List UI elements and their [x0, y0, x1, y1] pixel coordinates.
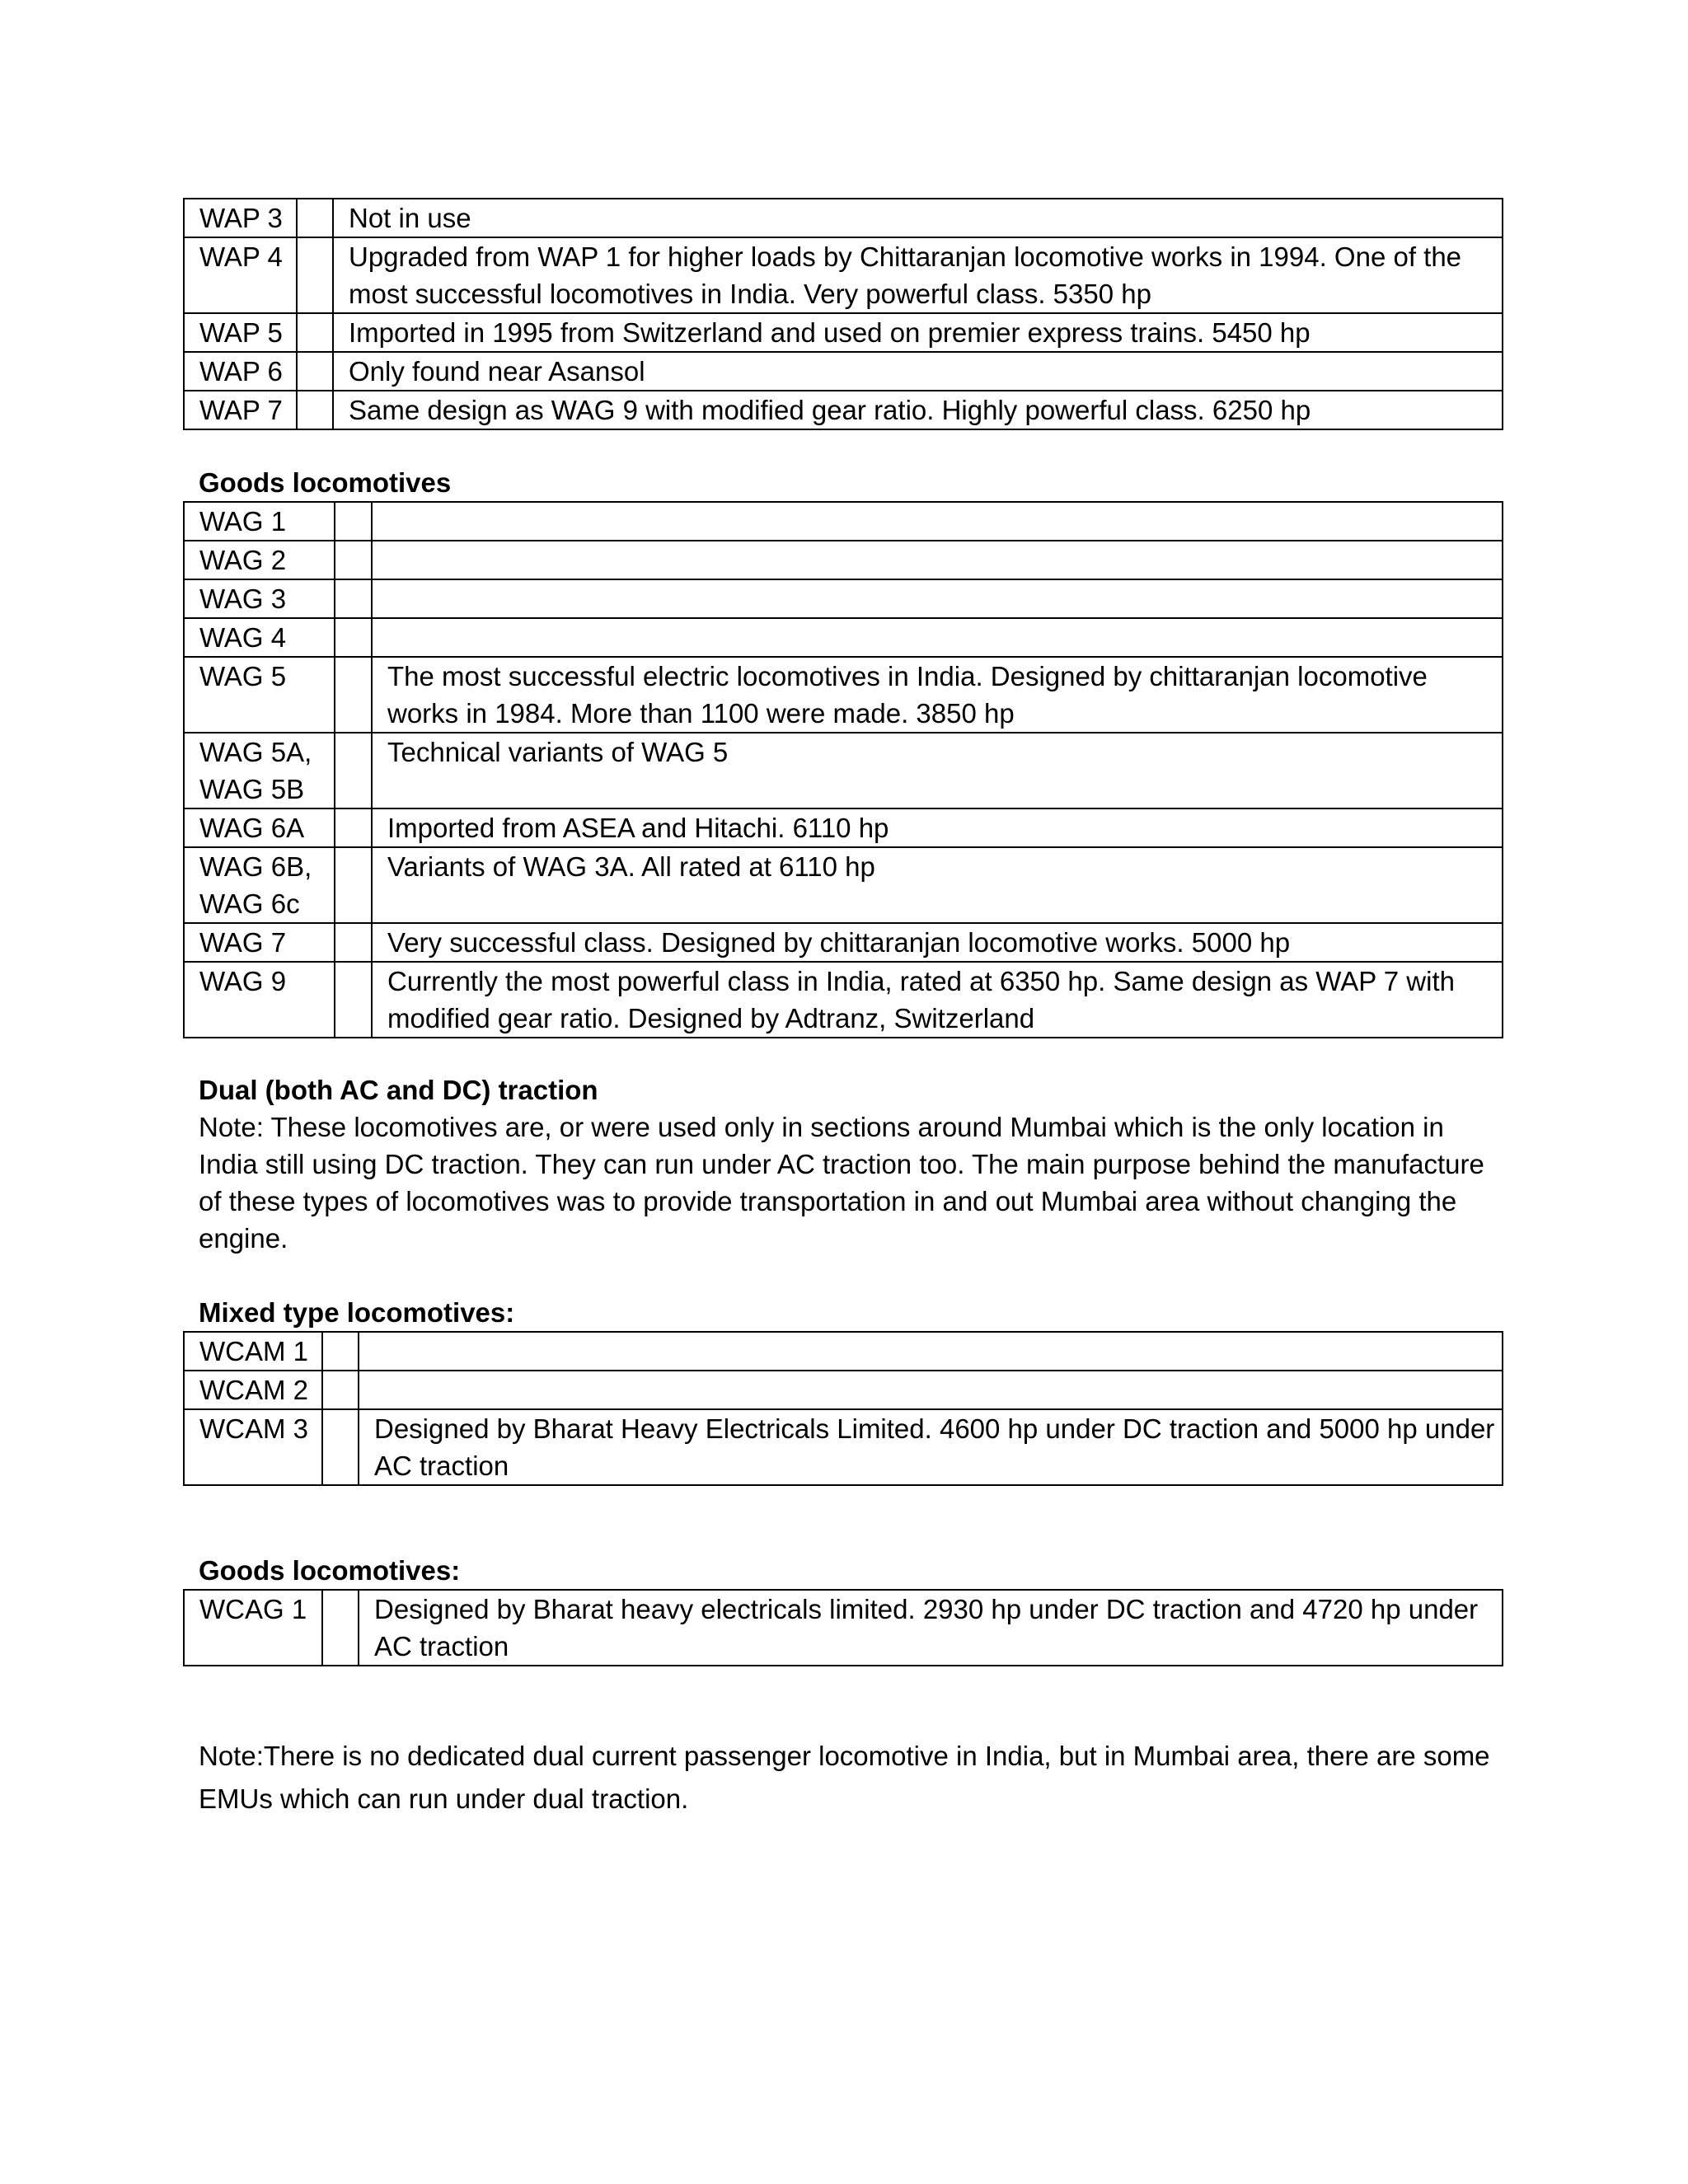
table-row [184, 579, 1503, 618]
spacer-cell [297, 352, 333, 391]
description-cell: Currently the most powerful class in India, rated at 6350 hp. Same design as WAP 7 with modified gear ratio. Designed by Adtranz, Switzerland [372, 962, 1503, 1038]
final-note: Note:There is no dedicated dual current passenger locomotive in India, but in Mumbai area, there are some EMUs which can run under dual traction. [199, 1741, 1490, 1814]
class-cell: WCAG 1 [184, 1590, 322, 1666]
spacer-cell [297, 313, 333, 352]
spacer-cell [322, 1409, 359, 1485]
description-cell: Imported in 1995 from Switzerland and used on premier express trains. 5450 hp [333, 313, 1503, 352]
table-row [184, 808, 1503, 847]
dual-goods-locomotives-heading: Goods locomotives: [199, 1555, 461, 1586]
description-cell: Technical variants of WAG 5 [372, 733, 1503, 808]
description-cell: Upgraded from WAP 1 for higher loads by Chittaranjan locomotive works in 1994. One of the most successful locomotives in India. Very powerful class. 5350 hp [333, 237, 1503, 313]
mixed-locomotives-heading: Mixed type locomotives: [199, 1297, 515, 1328]
table-row [184, 618, 1503, 657]
spacer-cell [335, 847, 372, 923]
class-cell: WAP 5 [184, 313, 297, 352]
class-cell: WAG 3 [184, 579, 335, 618]
dual-traction-heading: Dual (both AC and DC) traction [199, 1075, 598, 1105]
description-cell [359, 1371, 1503, 1409]
table-row [184, 657, 1503, 733]
spacer-cell [335, 733, 372, 808]
spacer-cell [335, 618, 372, 657]
class-cell: WAG 7 [184, 923, 335, 962]
spacer-cell [335, 579, 372, 618]
spacer-cell [297, 199, 333, 237]
spacer-cell [335, 962, 372, 1038]
description-cell: Same design as WAG 9 with modified gear ratio. Highly powerful class. 6250 hp [333, 391, 1503, 429]
class-cell: WAP 6 [184, 352, 297, 391]
table-row [184, 1409, 1503, 1485]
description-cell: Not in use [333, 199, 1503, 237]
class-cell: WAG 6B, WAG 6c [184, 847, 335, 923]
spacer-cell [335, 502, 372, 541]
class-cell: WAP 4 [184, 237, 297, 313]
table-row [184, 502, 1503, 541]
spacer-cell [335, 808, 372, 847]
table-row [184, 541, 1503, 579]
spacer-cell [335, 541, 372, 579]
table-row [184, 352, 1503, 391]
description-cell [359, 1332, 1503, 1371]
spacer-cell [335, 657, 372, 733]
mixed-locomotives-table [183, 1331, 1503, 1486]
table-row [184, 199, 1503, 237]
description-cell [372, 579, 1503, 618]
spacer-cell [335, 923, 372, 962]
class-cell: WAP 3 [184, 199, 297, 237]
table-row [184, 847, 1503, 923]
description-cell [372, 618, 1503, 657]
class-cell: WAG 4 [184, 618, 335, 657]
dual-goods-locomotives-table [183, 1589, 1503, 1666]
class-cell: WAG 5 [184, 657, 335, 733]
description-cell: Only found near Asansol [333, 352, 1503, 391]
description-cell: Imported from ASEA and Hitachi. 6110 hp [372, 808, 1503, 847]
class-cell: WCAM 3 [184, 1409, 322, 1485]
spacer-cell [297, 391, 333, 429]
goods-locomotives-heading: Goods locomotives [199, 467, 452, 498]
description-cell [372, 502, 1503, 541]
table-row [184, 733, 1503, 808]
table-row [184, 962, 1503, 1038]
description-cell: Designed by Bharat Heavy Electricals Limited. 4600 hp under DC traction and 5000 hp under AC traction [359, 1409, 1503, 1485]
goods-locomotives-table [183, 501, 1503, 1038]
class-cell: WAG 6A [184, 808, 335, 847]
table-row [184, 1590, 1503, 1666]
spacer-cell [322, 1332, 359, 1371]
class-cell: WAG 1 [184, 502, 335, 541]
class-cell: WAG 2 [184, 541, 335, 579]
table-row [184, 1332, 1503, 1371]
dual-traction-note: Note: These locomotives are, or were used only in sections around Mumbai which is the only location in India still using DC traction. They can run under AC traction too. The main purpose behind the manufacture of these types of locomotives was to provide transportation in and out Mumbai area without changing the engine. [199, 1112, 1484, 1254]
table-row [184, 923, 1503, 962]
table-row [184, 313, 1503, 352]
class-cell: WAP 7 [184, 391, 297, 429]
spacer-cell [322, 1371, 359, 1409]
table-row [184, 391, 1503, 429]
spacer-cell [322, 1590, 359, 1666]
spacer-cell [297, 237, 333, 313]
table-row [184, 1371, 1503, 1409]
description-cell [372, 541, 1503, 579]
description-cell: The most successful electric locomotives in India. Designed by chittaranjan locomotive works in 1984. More than 1100 were made. 3850 hp [372, 657, 1503, 733]
class-cell: WCAM 2 [184, 1371, 322, 1409]
description-cell: Very successful class. Designed by chittaranjan locomotive works. 5000 hp [372, 923, 1503, 962]
description-cell: Designed by Bharat heavy electricals limited. 2930 hp under DC traction and 4720 hp under AC traction [359, 1590, 1503, 1666]
class-cell: WCAM 1 [184, 1332, 322, 1371]
table-row [184, 237, 1503, 313]
class-cell: WAG 9 [184, 962, 335, 1038]
class-cell: WAG 5A, WAG 5B [184, 733, 335, 808]
description-cell: Variants of WAG 3A. All rated at 6110 hp [372, 847, 1503, 923]
passenger-locomotives-table [183, 198, 1503, 430]
